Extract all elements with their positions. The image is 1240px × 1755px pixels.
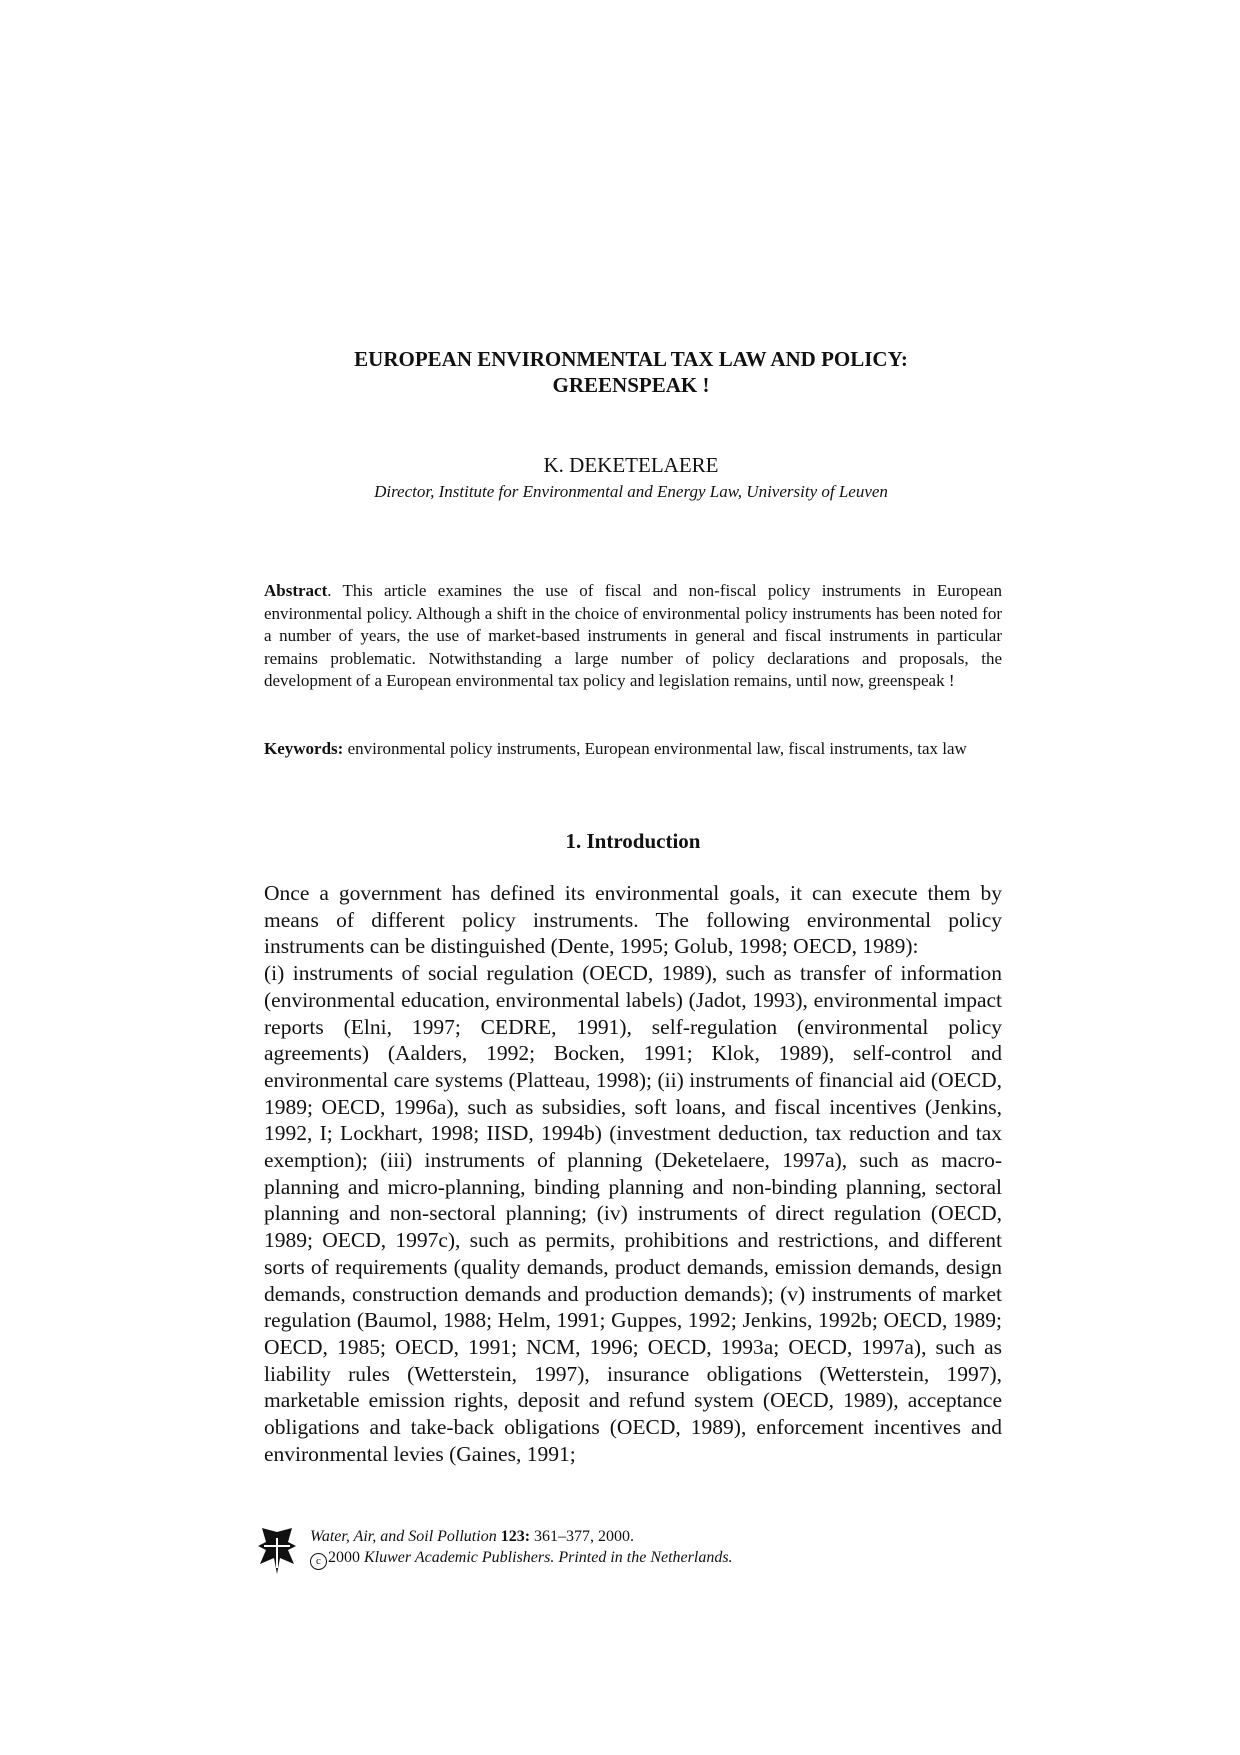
publication-footer <box>258 1526 858 1576</box>
introduction-paragraph <box>264 880 1002 1467</box>
copyright-icon: c <box>310 1553 327 1570</box>
copyright-year: 2000 <box>328 1549 360 1566</box>
abstract-label: Abstract <box>264 581 328 600</box>
intro-paragraph-1: Once a government has defined its environmental goals, it can execute them by means of different policy instruments. The following environmental policy instruments can be distinguished (Dente, 1995; Golub, 1998; OECD, 1989): <box>264 881 1002 959</box>
abstract-text: . This article examines the use of fiscal and non-fiscal policy instruments in European environmental policy. Although a shift in the choice of environmental policy instruments has been noted for a number of years, the use of market-based instruments in general and fiscal instruments in particular remains problematic. Notwithstanding a large number of policy declarations and proposals, the development of a European environmental tax policy and legislation remains, until now, greenspeak ! <box>264 581 1002 691</box>
footer-text <box>310 1526 733 1570</box>
keywords-label: Keywords: <box>264 739 344 758</box>
title-line-1: EUROPEAN ENVIRONMENTAL TAX LAW AND POLICY: <box>354 347 908 371</box>
title-line-2: GREENSPEAK ! <box>552 373 710 397</box>
journal-volume: 123: <box>500 1528 531 1545</box>
journal-name: Water, Air, and Soil Pollution <box>310 1528 497 1545</box>
journal-pages-year: 361–377, 2000. <box>530 1528 635 1545</box>
author-affiliation: Director, Institute for Environmental and Energy Law, University of Leuven <box>374 482 888 501</box>
footer-citation <box>310 1526 733 1547</box>
keywords <box>264 738 1002 761</box>
publisher-logo-icon <box>258 1528 296 1574</box>
paper-title <box>260 346 1002 398</box>
footer-copyright <box>310 1547 733 1570</box>
publisher-line: Kluwer Academic Publishers. Printed in the Netherlands. <box>360 1549 733 1566</box>
abstract <box>264 580 1002 693</box>
section-heading: 1. Introduction <box>565 829 701 853</box>
keywords-text: environmental policy instruments, European environmental law, fiscal instruments, tax law <box>343 739 967 758</box>
author-name: K. DEKETELAERE <box>543 453 719 477</box>
intro-paragraph-2: (i) instruments of social regulation (OECD, 1989), such as transfer of information (environmental education, environmental labels) (Jadot, 1993), environmental impact reports (Elni, 1997; CEDRE, 1991), self-regulation (environmental policy agreements) (Aalders, 1992; Bocken, 1991; Klok, 1989), self-control and environmental care systems (Platteau, 1998); (ii) instruments of financial aid (OECD, 1989; OECD, 1996a), such as subsidies, soft loans, and fiscal incentives (Jenkins, 1992, I; Lockhart, 1998; IISD, 1994b) (investment deduction, tax reduction and tax exemption); (iii) instruments of planning (Deketelaere, 1997a), such as macro-planning and micro-planning, binding planning and non-binding planning, sectoral planning and non-sectoral planning; (iv) instruments of direct regulation (OECD, 1989; OECD, 1997c), such as permits, prohibitions and restrictions, and different sorts of requirements (quality demands, product demands, emission demands, design demands, construction demands and production demands); (v) instruments of market regulation (Baumol, 1988; Helm, 1991; Guppes, 1992; Jenkins, 1992b; OECD, 1989; OECD, 1985; OECD, 1991; NCM, 1996; OECD, 1993a; OECD, 1997a), such as liability rules (Wetterstein, 1997), insurance obligations (Wetterstein, 1997), marketable emission rights, deposit and refund system (OECD, 1989), acceptance obligations and take-back obligations (OECD, 1989), enforcement incentives and environmental levies (Gaines, 1991; <box>264 961 1002 1466</box>
